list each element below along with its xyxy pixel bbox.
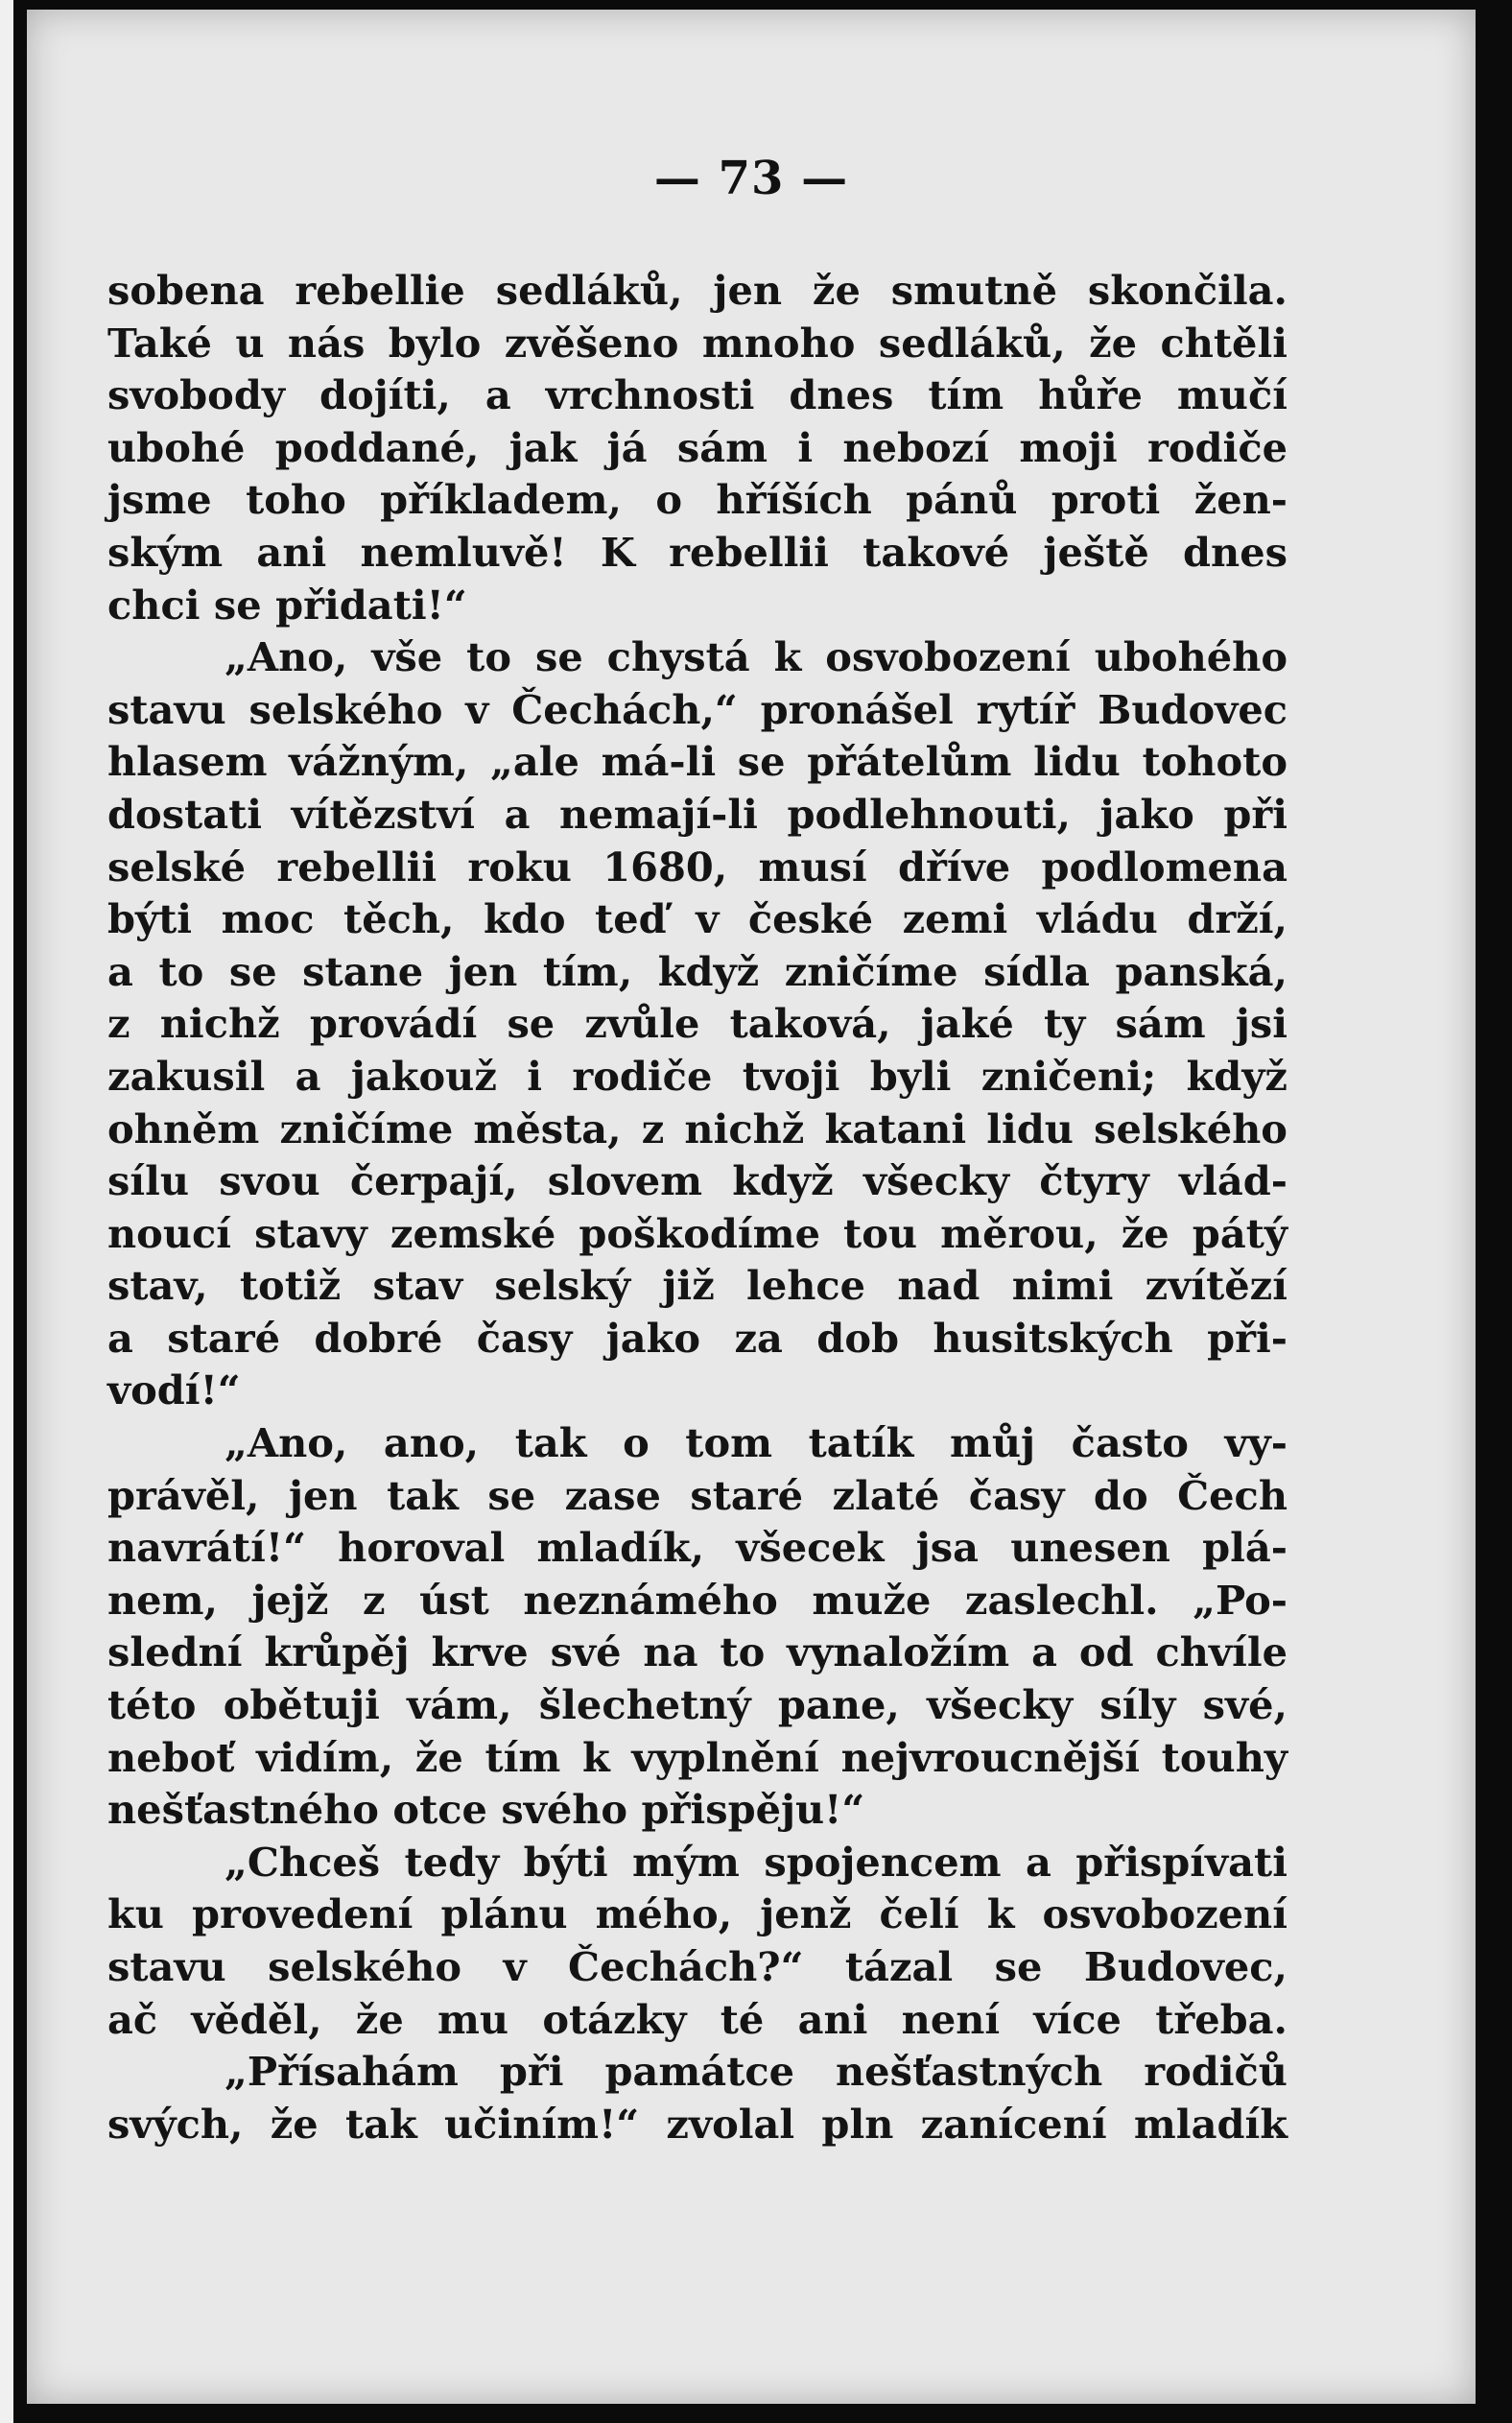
book-page — [27, 10, 1476, 2404]
text-line: ač věděl, že mu otázky té ani není více třeba. — [107, 1995, 1288, 2043]
text-line: nem, jejž z úst neznámého muže zaslechl. „Po- — [107, 1576, 1288, 1624]
text-line: neboť vidím, že tím k vyplnění nejvroucnější touhy — [107, 1733, 1288, 1781]
text-line: ohněm zničíme města, z nichž katani lidu selského — [107, 1105, 1288, 1152]
text-line: sobena rebellie sedláků, jen že smutně skončila. — [107, 267, 1288, 314]
text-line: Také u nás bylo zvěšeno mnoho sedláků, že chtěli — [107, 319, 1288, 367]
text-line: svobody dojíti, a vrchnosti dnes tím hůře mučí — [107, 371, 1288, 419]
text-line: navrátí!“ horoval mladík, všecek jsa unesen plá- — [107, 1524, 1288, 1572]
text-line: této obětuji vám, šlechetný pane, všecky síly své, — [107, 1681, 1288, 1729]
text-line: selské rebellii roku 1680, musí dříve podlomena — [107, 843, 1288, 891]
text-line: „Ano, ano, tak o tom tatík můj často vy- — [224, 1419, 1288, 1467]
text-line: „Chceš tedy býti mým spojencem a přispívati — [224, 1838, 1288, 1886]
text-line: zakusil a jakouž i rodiče tvoji byli zničeni; když — [107, 1052, 1288, 1100]
text-line: „Přísahám při památce nešťastných rodičů — [224, 2048, 1288, 2096]
text-line: hlasem vážným, „ale má-li se přátelům lidu tohoto — [107, 738, 1288, 786]
text-line: ubohé poddané, jak já sám i nebozí moji rodiče — [107, 423, 1288, 471]
text-line: vodí!“ — [107, 1366, 241, 1414]
text-line: jsme toho příkladem, o hříších pánů proti žen- — [107, 476, 1288, 524]
text-line: právěl, jen tak se zase staré zlaté časy do Čech — [107, 1471, 1288, 1519]
text-line: chci se přidati!“ — [107, 581, 467, 629]
text-line: a staré dobré časy jako za dob husitských při- — [107, 1314, 1288, 1362]
text-line: noucí stavy zemské poškodíme tou měrou, že pátý — [107, 1209, 1288, 1257]
text-line: stavu selského v Čechách,“ pronášel rytíř Budovec — [107, 685, 1288, 733]
text-line: stav, totiž stav selský již lehce nad nimi zvítězí — [107, 1262, 1288, 1310]
text-line: sílu svou čerpají, slovem když všecky čtyry vlád- — [107, 1157, 1288, 1205]
body-text — [107, 265, 1288, 2150]
text-line: slední krůpěj krve své na to vynaložím a od chvíle — [107, 1628, 1288, 1676]
page-number: — 73 — — [653, 152, 849, 205]
text-line: nešťastného otce svého přispěju!“ — [107, 1786, 865, 1834]
text-line: stavu selského v Čechách?“ tázal se Budovec, — [107, 1943, 1288, 1990]
text-line: ským ani nemluvě! K rebellii takové ještě dnes — [107, 528, 1288, 576]
text-line: dostati vítězství a nemají-li podlehnouti, jako při — [107, 790, 1288, 838]
text-line: ku provedení plánu mého, jenž čelí k osvobození — [107, 1890, 1288, 1938]
text-line: z nichž provádí se zvůle taková, jaké ty sám jsi — [107, 1000, 1288, 1048]
text-line: býti moc těch, kdo teď v české zemi vládu drží, — [107, 895, 1288, 943]
text-line: „Ano, vše to se chystá k osvobození ubohého — [224, 633, 1288, 681]
page-left-edge — [0, 0, 13, 2423]
text-line: svých, že tak učiním!“ zvolal pln zanícení mladík — [107, 2100, 1288, 2148]
text-line: a to se stane jen tím, když zničíme sídla panská, — [107, 947, 1288, 995]
